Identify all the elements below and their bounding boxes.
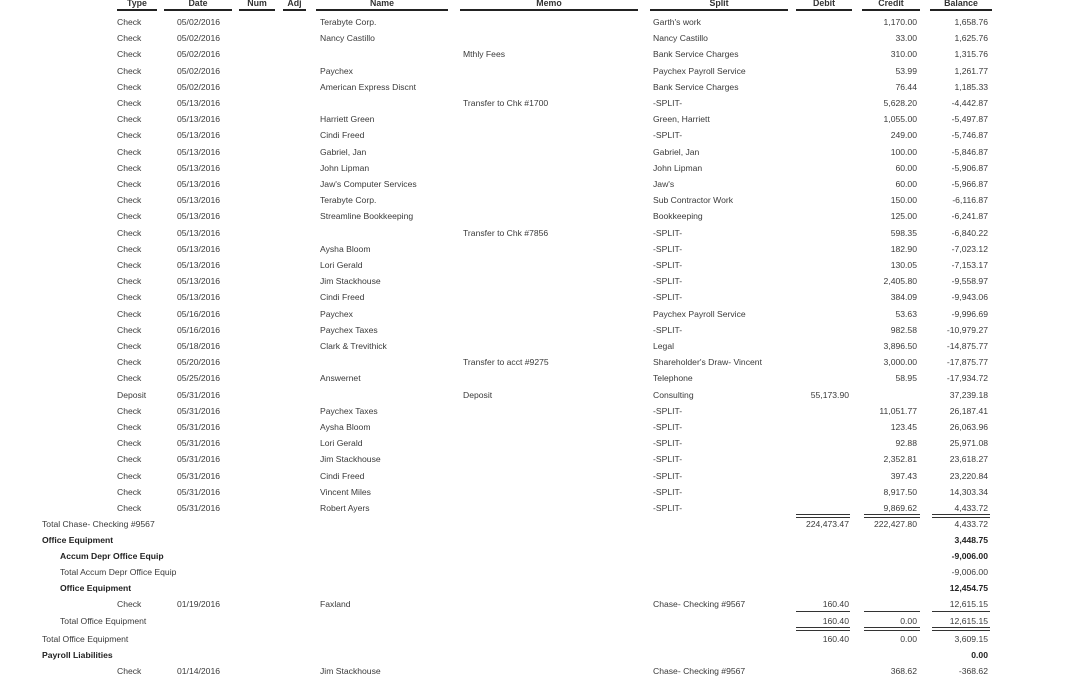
cell-credit: 182.90 [890, 243, 917, 254]
table-row [0, 322, 1080, 338]
cell-balance: 25,971.08 [949, 438, 988, 449]
cell-credit: 130.05 [890, 260, 917, 270]
cell-name: Paychex Taxes [320, 324, 378, 335]
cell-split: Nancy Castillo [653, 33, 708, 44]
table-row [0, 46, 1080, 62]
cell-name: Answernet [320, 373, 361, 384]
total-office-debit: 160.40 [822, 634, 849, 644]
cell-date: 05/13/2016 [177, 276, 221, 287]
cell-split: -SPLIT- [653, 454, 683, 465]
cell-credit: 125.00 [890, 211, 917, 222]
cell-split: -SPLIT- [653, 405, 683, 416]
cell-date: 05/25/2016 [177, 373, 221, 384]
cell-balance: -9,558.97 [951, 276, 988, 287]
cell-date: 05/02/2016 [177, 65, 221, 76]
cell-date: 05/02/2016 [177, 49, 221, 60]
cell-credit: 5,628.20 [883, 98, 917, 108]
cell-date: 01/14/2016 [177, 666, 221, 676]
cell-name: Jim Stackhouse [320, 666, 381, 676]
total-accum-depr-balance: -9,006.00 [951, 567, 988, 577]
payroll-check-row [0, 663, 1080, 679]
cell-split: Consulting [653, 389, 694, 400]
cell-balance: 14,303.34 [949, 486, 988, 497]
payroll-heading [0, 647, 1080, 663]
cell-debit: 160.40 [822, 599, 849, 609]
cell-credit: 58.95 [895, 373, 917, 384]
cell-name: Cindi Freed [320, 292, 365, 303]
cell-type: Check [117, 243, 142, 254]
cell-date: 05/13/2016 [177, 162, 221, 173]
cell-type: Check [117, 260, 142, 270]
cell-credit: 60.00 [895, 179, 917, 189]
cell-date: 05/13/2016 [177, 243, 221, 254]
cell-date: 05/13/2016 [177, 114, 221, 125]
header-num: Num [239, 0, 275, 11]
total-office-balance: 3,609.15 [954, 634, 988, 644]
cell-type: Check [117, 179, 142, 189]
cell-memo: Transfer to acct #9275 [463, 357, 549, 368]
cell-type: Check [117, 33, 142, 44]
cell-split: -SPLIT- [653, 324, 683, 335]
cell-type: Check [117, 81, 142, 92]
table-row [0, 79, 1080, 95]
cell-date: 05/13/2016 [177, 260, 221, 270]
rule [932, 611, 990, 612]
cell-type: Check [117, 599, 142, 609]
cell-balance: -5,746.87 [951, 130, 988, 141]
office-equipment-sub-balance: 12,454.75 [949, 583, 988, 593]
column-header-row [0, 0, 1080, 14]
cell-date: 05/31/2016 [177, 454, 221, 465]
cell-type: Check [117, 422, 142, 432]
cell-name: Cindi Freed [320, 130, 365, 141]
balance-total-rule [932, 514, 990, 518]
cell-split: Garth's work [653, 17, 701, 27]
cell-type: Check [117, 292, 142, 303]
table-row [0, 160, 1080, 176]
cell-type: Check [117, 17, 142, 27]
table-row [0, 257, 1080, 273]
cell-name: Lori Gerald [320, 438, 363, 449]
cell-split: -SPLIT- [653, 130, 683, 141]
table-row [0, 144, 1080, 160]
table-row [0, 241, 1080, 257]
rule [864, 611, 920, 612]
header-credit: Credit [862, 0, 920, 11]
cell-balance: 26,187.41 [949, 405, 988, 416]
cell-credit: 11,051.77 [879, 405, 917, 416]
cell-type: Check [117, 227, 142, 238]
cell-type: Check [117, 405, 142, 416]
cell-type: Check [117, 470, 142, 481]
cell-name: Faxland [320, 599, 351, 609]
cell-balance: 1,185.33 [954, 81, 988, 92]
cell-split: -SPLIT- [653, 470, 683, 481]
cell-type: Check [117, 276, 142, 287]
cell-credit: 53.63 [895, 308, 917, 319]
cell-balance: -5,497.87 [951, 114, 988, 125]
cell-name: Gabriel, Jan [320, 146, 367, 157]
cell-date: 05/13/2016 [177, 211, 221, 222]
cell-name: Clark & Trevithick [320, 341, 387, 351]
cell-split: Paychex Payroll Service [653, 308, 746, 319]
cell-type: Check [117, 98, 142, 108]
cell-date: 05/16/2016 [177, 324, 221, 335]
cell-type: Check [117, 341, 142, 351]
cell-split: -SPLIT- [653, 243, 683, 254]
cell-name: Robert Ayers [320, 503, 370, 513]
cell-balance: -7,153.17 [951, 260, 988, 270]
cell-name: Jaw's Computer Services [320, 179, 417, 189]
cell-name: American Express Discnt [320, 81, 416, 92]
cell-split: Legal [653, 341, 675, 351]
credit-total-rule [864, 514, 920, 518]
cell-credit: 53.99 [895, 65, 917, 76]
cell-type: Check [117, 503, 142, 513]
cell-balance: 23,220.84 [949, 470, 988, 481]
total-chase-label: Total Chase- Checking #9567 [42, 519, 155, 529]
table-row [0, 435, 1080, 451]
total-chase-credit: 222,427.80 [873, 519, 917, 529]
cell-name: Paychex [320, 65, 353, 76]
cell-name: Paychex [320, 308, 353, 319]
cell-date: 05/02/2016 [177, 17, 221, 27]
header-date: Date [164, 0, 232, 11]
table-row [0, 14, 1080, 30]
cell-type: Check [117, 114, 142, 125]
cell-name: Cindi Freed [320, 470, 365, 481]
table-row [0, 387, 1080, 403]
office-equipment-heading [0, 532, 1080, 548]
cell-date: 05/31/2016 [177, 486, 221, 497]
header-type: Type [117, 0, 157, 11]
cell-split: Bank Service Charges [653, 81, 739, 92]
cell-date: 05/31/2016 [177, 422, 221, 432]
office-equipment-sub-label: Office Equipment [60, 583, 132, 593]
cell-split: Bookkeeping [653, 211, 703, 222]
total-chase-row [0, 516, 1080, 532]
cell-balance: -6,116.87 [952, 195, 988, 206]
cell-type: Check [117, 324, 142, 335]
total-chase-balance: 4,433.72 [954, 519, 988, 529]
cell-name: Terabyte Corp. [320, 17, 377, 27]
table-row [0, 63, 1080, 79]
cell-balance: -9,996.69 [951, 308, 988, 319]
cell-type: Check [117, 162, 142, 173]
cell-credit: 100.00 [890, 146, 917, 157]
table-row [0, 111, 1080, 127]
cell-credit: 1,055.00 [883, 114, 917, 125]
cell-credit: 368.62 [890, 666, 917, 676]
cell-credit: 982.58 [890, 324, 917, 335]
cell-split: Jaw's [653, 179, 675, 189]
debit-total-rule [796, 514, 850, 518]
cell-date: 05/13/2016 [177, 195, 221, 206]
accum-depr-label: Accum Depr Office Equip [60, 551, 164, 561]
cell-credit: 60.00 [895, 162, 917, 173]
cell-balance: -9,943.06 [951, 292, 988, 303]
cell-split: -SPLIT- [653, 292, 683, 303]
cell-name: Streamline Bookkeeping [320, 211, 414, 222]
cell-memo: Transfer to Chk #7856 [463, 227, 549, 238]
cell-balance: -17,934.72 [946, 373, 988, 384]
cell-credit: 310.00 [890, 49, 917, 60]
cell-memo: Mthly Fees [463, 49, 506, 60]
cell-date: 05/13/2016 [177, 146, 221, 157]
cell-split: Bank Service Charges [653, 49, 739, 60]
cell-credit: 123.45 [890, 422, 917, 432]
table-row [0, 127, 1080, 143]
cell-balance: 1,658.76 [954, 17, 988, 27]
cell-date: 05/13/2016 [177, 98, 221, 108]
cell-date: 05/31/2016 [177, 389, 221, 400]
cell-name: Lori Gerald [320, 260, 363, 270]
table-row [0, 176, 1080, 192]
cell-date: 05/31/2016 [177, 405, 221, 416]
total-office-sub-label: Total Office Equipment [60, 616, 147, 626]
cell-date: 05/31/2016 [177, 438, 221, 449]
cell-balance: -368.62 [958, 666, 988, 676]
header-memo: Memo [460, 0, 638, 11]
cell-type: Check [117, 211, 142, 222]
cell-date: 05/13/2016 [177, 130, 221, 141]
cell-split: -SPLIT- [653, 503, 683, 513]
cell-balance: -5,906.87 [951, 162, 988, 173]
cell-credit: 249.00 [890, 130, 917, 141]
cell-name: Aysha Bloom [320, 243, 371, 254]
total-office-credit: 0.00 [900, 634, 917, 644]
cell-name: Paychex Taxes [320, 405, 378, 416]
cell-type: Check [117, 65, 142, 76]
cell-balance: -4,442.87 [951, 98, 988, 108]
office-check-row [0, 596, 1080, 612]
cell-split: -SPLIT- [653, 98, 683, 108]
cell-credit: 2,405.80 [883, 276, 917, 287]
table-row [0, 370, 1080, 386]
table-row [0, 289, 1080, 305]
table-row [0, 30, 1080, 46]
cell-split: -SPLIT- [653, 276, 683, 287]
header-debit: Debit [796, 0, 852, 11]
cell-split: Shareholder's Draw- Vincent [653, 357, 762, 368]
cell-type: Check [117, 666, 142, 676]
cell-type: Check [117, 454, 142, 465]
table-row [0, 338, 1080, 354]
cell-balance: -10,979.27 [946, 324, 988, 335]
cell-name: Vincent Miles [320, 486, 371, 497]
table-row [0, 192, 1080, 208]
cell-split: -SPLIT- [653, 422, 683, 432]
cell-type: Check [117, 486, 142, 497]
cell-credit: 384.09 [890, 292, 917, 303]
cell-split: -SPLIT- [653, 227, 683, 238]
cell-date: 05/31/2016 [177, 503, 221, 513]
cell-date: 01/19/2016 [177, 599, 221, 609]
total-office-sub-balance: 12,615.15 [949, 616, 988, 626]
cell-split: Paychex Payroll Service [653, 65, 746, 76]
cell-name: Harriett Green [320, 114, 375, 125]
cell-credit: 3,896.50 [883, 341, 917, 351]
cell-split: -SPLIT- [653, 486, 683, 497]
cell-name: Aysha Bloom [320, 422, 371, 432]
table-row [0, 306, 1080, 322]
cell-split: Chase- Checking #9567 [653, 666, 746, 676]
cell-debit: 55,173.90 [810, 389, 849, 400]
rule [796, 611, 850, 612]
cell-credit: 150.00 [890, 195, 917, 206]
cell-name: Jim Stackhouse [320, 454, 381, 465]
table-row [0, 468, 1080, 484]
cell-date: 05/13/2016 [177, 227, 221, 238]
header-name: Name [316, 0, 448, 11]
cell-date: 05/13/2016 [177, 179, 221, 189]
accum-depr-balance: -9,006.00 [951, 551, 988, 561]
cell-date: 05/31/2016 [177, 470, 221, 481]
cell-balance: 4,433.72 [954, 503, 988, 513]
table-row [0, 208, 1080, 224]
payroll-label: Payroll Liabilities [42, 650, 113, 660]
cell-name: Jim Stackhouse [320, 276, 381, 287]
cell-date: 05/13/2016 [177, 292, 221, 303]
table-row [0, 273, 1080, 289]
cell-balance: -5,846.87 [951, 146, 988, 157]
total-office-label: Total Office Equipment [42, 634, 129, 644]
total-office-sub-debit: 160.40 [822, 616, 849, 626]
cell-split: Gabriel, Jan [653, 146, 700, 157]
total-accum-depr-row [0, 564, 1080, 580]
cell-credit: 2,352.81 [883, 454, 917, 465]
cell-balance: -14,875.77 [946, 341, 988, 351]
cell-credit: 598.35 [890, 227, 917, 238]
cell-balance: 23,618.27 [949, 454, 988, 465]
cell-type: Check [117, 438, 142, 449]
cell-credit: 92.88 [895, 438, 917, 449]
cell-credit: 397.43 [890, 470, 917, 481]
cell-balance: 1,315.76 [954, 49, 988, 60]
cell-date: 05/16/2016 [177, 308, 221, 319]
cell-split: Sub Contractor Work [653, 195, 734, 206]
cell-split: Telephone [653, 373, 693, 384]
cell-date: 05/20/2016 [177, 357, 221, 368]
cell-name: Terabyte Corp. [320, 195, 377, 206]
cell-split: Chase- Checking #9567 [653, 599, 746, 609]
total-office-row [0, 631, 1080, 647]
cell-credit: 1,170.00 [883, 17, 917, 27]
office-equipment-label: Office Equipment [42, 535, 114, 545]
cell-name: John Lipman [320, 162, 370, 173]
cell-credit: 8,917.50 [883, 486, 917, 497]
cell-balance: 1,625.76 [954, 33, 988, 44]
cell-split: -SPLIT- [653, 260, 683, 270]
cell-balance: -5,966.87 [951, 179, 988, 189]
table-row [0, 419, 1080, 435]
cell-type: Check [117, 49, 142, 60]
payroll-balance: 0.00 [971, 650, 988, 660]
cell-type: Check [117, 357, 142, 368]
cell-split: -SPLIT- [653, 438, 683, 449]
accum-depr-heading [0, 548, 1080, 564]
cell-balance: 26,063.96 [949, 422, 988, 432]
cell-date: 05/18/2016 [177, 341, 221, 351]
cell-split: Green, Harriett [653, 114, 710, 125]
cell-balance: -7,023.12 [951, 243, 988, 254]
table-row [0, 354, 1080, 370]
cell-balance: -6,241.87 [951, 211, 988, 222]
total-office-sub-credit: 0.00 [900, 616, 917, 626]
cell-balance: -17,875.77 [946, 357, 988, 368]
cell-balance: 1,261.77 [954, 65, 988, 76]
cell-date: 05/02/2016 [177, 81, 221, 92]
cell-type: Check [117, 146, 142, 157]
table-row [0, 95, 1080, 111]
cell-type: Check [117, 195, 142, 206]
cell-memo: Transfer to Chk #1700 [463, 98, 549, 108]
cell-credit: 33.00 [895, 33, 917, 44]
header-balance: Balance [930, 0, 992, 11]
header-adj: Adj [283, 0, 306, 11]
cell-credit: 9,869.62 [883, 503, 917, 513]
table-row [0, 451, 1080, 467]
total-chase-debit: 224,473.47 [805, 519, 849, 529]
cell-split: John Lipman [653, 162, 703, 173]
office-equipment-sub-heading [0, 580, 1080, 596]
cell-balance: -6,840.22 [951, 227, 988, 238]
table-row [0, 484, 1080, 500]
cell-type: Check [117, 130, 142, 141]
cell-credit: 76.44 [895, 81, 917, 92]
cell-balance: 12,615.15 [949, 599, 988, 609]
office-equipment-balance: 3,448.75 [954, 535, 988, 545]
header-split: Split [650, 0, 788, 11]
cell-name: Nancy Castillo [320, 33, 375, 44]
total-accum-depr-label: Total Accum Depr Office Equip [60, 567, 177, 577]
cell-date: 05/02/2016 [177, 33, 221, 44]
table-row [0, 225, 1080, 241]
table-row [0, 403, 1080, 419]
cell-type: Check [117, 373, 142, 384]
cell-credit: 3,000.00 [883, 357, 917, 368]
cell-memo: Deposit [463, 389, 493, 400]
cell-balance: 37,239.18 [949, 389, 988, 400]
cell-type: Check [117, 308, 142, 319]
cell-type: Deposit [117, 389, 147, 400]
